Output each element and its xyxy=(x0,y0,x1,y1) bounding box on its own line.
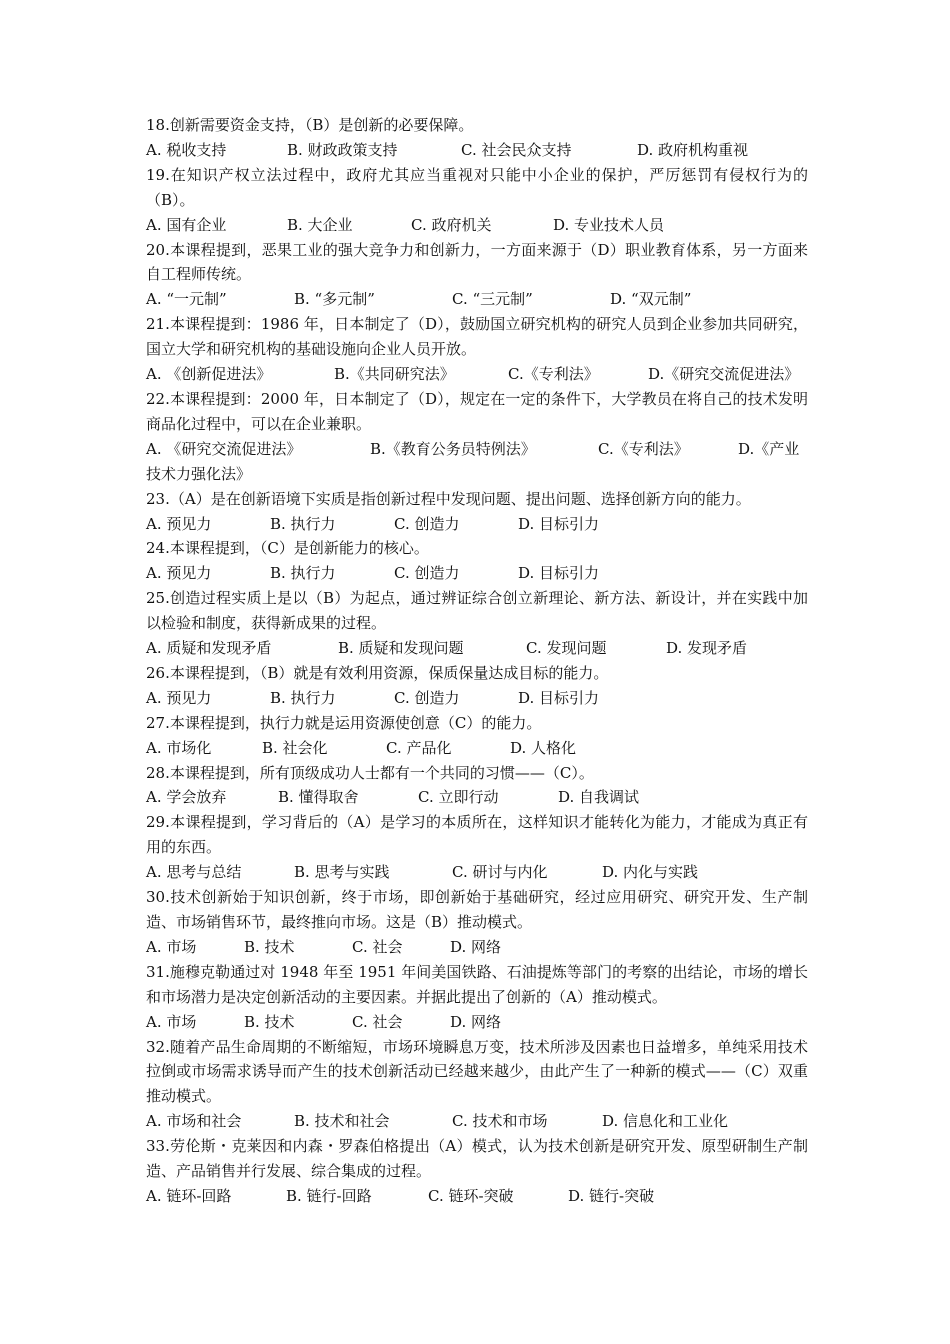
option-row xyxy=(146,287,808,312)
option-b: B. 执行力 xyxy=(270,688,336,707)
option-a: A. 思考与总结 xyxy=(146,863,242,882)
question-stem: 31.施穆克勒通过对 1948 年至 1951 年间美国铁路、石油提炼等部门的考察的出结论，市场的增长和市场潜力是决定创新活动的主要因素。并据此提出了创新的（A）推动模式。 xyxy=(146,962,808,1006)
option-c: C. 创造力 xyxy=(394,688,460,707)
question-32 xyxy=(146,1035,808,1135)
option-a: A. 预见力 xyxy=(146,688,212,707)
question-18 xyxy=(146,113,808,163)
question-stem: 25.创造过程实质上是以（B）为起点，通过辨证综合创立新理论、新方法、新设计，并在实践中加以检验和制度，获得新成果的过程。 xyxy=(146,589,808,633)
option-b: B. 社会化 xyxy=(262,738,328,757)
option-d: D.《产业技术力强化法》 xyxy=(146,439,800,483)
option-b: B.《共同研究法》 xyxy=(334,365,455,384)
option-row xyxy=(146,736,808,761)
option-row xyxy=(146,785,808,810)
question-stem: 27.本课程提到，执行力就是运用资源使创意（C）的能力。 xyxy=(146,713,542,732)
option-b: B. 大企业 xyxy=(287,215,353,234)
option-b: B. 思考与实践 xyxy=(294,863,390,882)
option-row xyxy=(146,437,808,487)
option-b: B. 技术和社会 xyxy=(294,1112,390,1131)
question-19 xyxy=(146,163,808,238)
option-c: C. 社会 xyxy=(352,1012,403,1031)
option-b: B. 财政政策支持 xyxy=(287,140,398,159)
option-d: D. 目标引力 xyxy=(518,514,600,533)
option-b: B. “多元制” xyxy=(294,290,375,309)
option-b: B.《教育公务员特例法》 xyxy=(370,439,536,458)
option-b: B. 技术 xyxy=(244,1012,295,1031)
option-a: A. 税收支持 xyxy=(146,140,227,159)
option-a: A. 国有企业 xyxy=(146,215,227,234)
question-25 xyxy=(146,586,808,661)
option-a: A. 市场和社会 xyxy=(146,1112,242,1131)
question-stem: 18.创新需要资金支持，（B）是创新的必要保障。 xyxy=(146,116,474,134)
option-c: C. 创造力 xyxy=(394,564,460,583)
option-row xyxy=(146,1010,808,1035)
option-a: A. 质疑和发现矛盾 xyxy=(146,639,272,658)
option-a: A. 链环-回路 xyxy=(146,1186,232,1205)
option-b: B. 链行-回路 xyxy=(286,1186,372,1205)
question-stem: 26.本课程提到，（B）就是有效利用资源，保质保量达成目标的能力。 xyxy=(146,663,609,682)
option-c: C. 产品化 xyxy=(386,738,452,757)
question-31 xyxy=(146,960,808,1035)
option-row xyxy=(146,686,808,711)
option-row xyxy=(146,561,808,586)
option-c: C.《专利法》 xyxy=(508,365,599,384)
option-c: C. 技术和市场 xyxy=(452,1112,548,1131)
option-row xyxy=(146,138,808,163)
option-a: A. “一元制” xyxy=(146,290,227,309)
option-c: C. 立即行动 xyxy=(418,788,499,807)
option-a: A. 《研究交流促进法》 xyxy=(146,439,302,458)
question-stem: 20.本课程提到，恶果工业的强大竞争力和创新力，一方面来源于（D）职业教育体系，另一方面来自工程师传统。 xyxy=(146,240,808,284)
question-21 xyxy=(146,312,808,387)
question-23 xyxy=(146,487,808,537)
option-d: D. 发现矛盾 xyxy=(666,639,748,658)
option-a: A. 学会放弃 xyxy=(146,788,227,807)
question-stem: 29.本课程提到，学习背后的（A）是学习的本质所在，这样知识才能转化为能力，才能成为真正有用的东西。 xyxy=(146,813,808,857)
question-stem: 32.随着产品生命周期的不断缩短，市场环境瞬息万变，技术所涉及因素也日益增多，单纯采用技术拉倒或市场需求诱导而产生的技术创新活动已经越来越少，由此产生了一种新的模式——（C）双重推动模式。 xyxy=(146,1037,808,1106)
option-c: C.《专利法》 xyxy=(598,439,689,458)
option-d: D. 自我调试 xyxy=(558,788,640,807)
option-a: A. 市场 xyxy=(146,937,197,956)
option-d: D. 信息化和工业化 xyxy=(602,1112,729,1131)
option-row xyxy=(146,362,808,387)
question-stem: 23.（A）是在创新语境下实质是指创新过程中发现问题、提出问题、选择创新方向的能力。 xyxy=(146,489,751,508)
question-22 xyxy=(146,387,808,487)
question-26 xyxy=(146,661,808,711)
question-30 xyxy=(146,885,808,960)
question-33 xyxy=(146,1134,808,1209)
option-row xyxy=(146,512,808,537)
option-row xyxy=(146,860,808,885)
option-c: C. 研讨与内化 xyxy=(452,863,548,882)
option-c: C. 社会 xyxy=(352,937,403,956)
option-a: A. 预见力 xyxy=(146,514,212,533)
question-stem: 24.本课程提到，（C）是创新能力的核心。 xyxy=(146,539,429,558)
option-a: A. 预见力 xyxy=(146,564,212,583)
option-c: C. 社会民众支持 xyxy=(461,140,572,159)
option-b: B. 执行力 xyxy=(270,564,336,583)
option-b: B. 执行力 xyxy=(270,514,336,533)
document-page xyxy=(146,113,808,1209)
option-d: D. 网络 xyxy=(450,1012,502,1031)
question-29 xyxy=(146,810,808,885)
option-c: C. “三元制” xyxy=(452,290,533,309)
option-row xyxy=(146,1184,808,1209)
option-row xyxy=(146,213,808,238)
question-stem: 21.本课程提到：1986 年，日本制定了（D），鼓励国立研究机构的研究人员到企业参加共同研究，国立大学和研究机构的基础设施向企业人员开放。 xyxy=(146,315,808,359)
question-stem: 33.劳伦斯・克莱因和内森・罗森伯格提出（A）模式，认为技术创新是研究开发、原型研制生产制造、产品销售并行发展、综合集成的过程。 xyxy=(146,1137,808,1181)
option-b: B. 懂得取舍 xyxy=(278,788,359,807)
option-d: D. 专业技术人员 xyxy=(553,215,665,234)
option-a: A. 《创新促进法》 xyxy=(146,365,272,384)
question-stem: 19.在知识产权立法过程中，政府尤其应当重视对只能中小企业的保护，严厉惩罚有侵权行为的（B）。 xyxy=(146,165,808,209)
option-d: D. 目标引力 xyxy=(518,564,600,583)
option-d: D. 政府机构重视 xyxy=(637,140,749,159)
option-b: B. 技术 xyxy=(244,937,295,956)
option-a: A. 市场 xyxy=(146,1012,197,1031)
option-d: D. 目标引力 xyxy=(518,688,600,707)
option-c: C. 政府机关 xyxy=(411,215,492,234)
option-c: C. 创造力 xyxy=(394,514,460,533)
option-row xyxy=(146,935,808,960)
option-d: D.《研究交流促进法》 xyxy=(648,365,800,384)
option-d: D. 内化与实践 xyxy=(602,863,699,882)
question-24 xyxy=(146,536,808,586)
option-c: C. 链环-突破 xyxy=(428,1186,514,1205)
option-row xyxy=(146,636,808,661)
option-d: D. 链行-突破 xyxy=(568,1186,655,1205)
question-20 xyxy=(146,238,808,313)
question-stem: 22.本课程提到：2000 年，日本制定了（D），规定在一定的条件下，大学教员在将自己的技术发明商品化过程中，可以在企业兼职。 xyxy=(146,389,808,433)
option-row xyxy=(146,1109,808,1134)
question-27 xyxy=(146,711,808,761)
option-c: C. 发现问题 xyxy=(526,639,607,658)
option-d: D. 人格化 xyxy=(510,738,577,757)
question-28 xyxy=(146,761,808,811)
option-a: A. 市场化 xyxy=(146,738,212,757)
option-b: B. 质疑和发现问题 xyxy=(338,639,464,658)
option-d: D. “双元制” xyxy=(610,290,692,309)
question-stem: 30.技术创新始于知识创新，终于市场，即创新始于基础研究，经过应用研究、研究开发、生产制造、市场销售环节，最终推向市场。这是（B）推动模式。 xyxy=(146,888,808,931)
option-d: D. 网络 xyxy=(450,937,502,956)
question-stem: 28.本课程提到，所有顶级成功人士都有一个共同的习惯——（C）。 xyxy=(146,763,594,782)
